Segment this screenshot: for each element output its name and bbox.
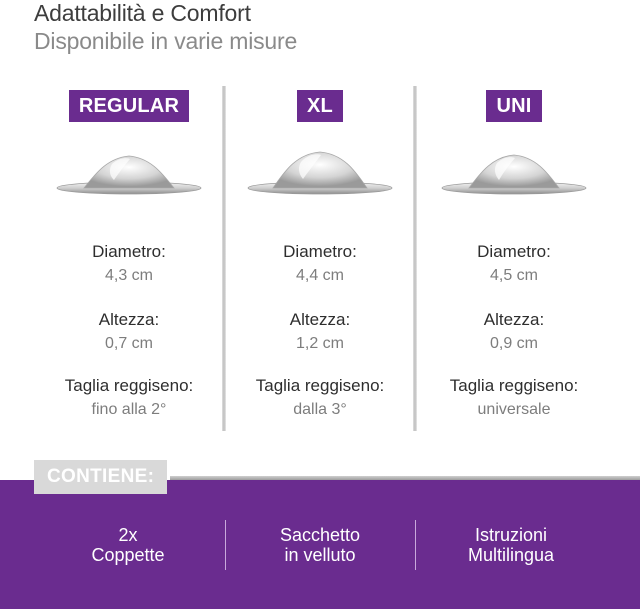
size-badge: UNI — [486, 90, 541, 122]
diameter-value: 4,5 cm — [489, 267, 538, 284]
page-title: Adattabilità e Comfort — [34, 0, 251, 26]
contents-item-line2: Coppette — [91, 545, 165, 565]
contents-item-line1: Sacchetto — [279, 525, 361, 545]
bra-size-label: Taglia reggiseno: — [64, 376, 194, 395]
height-value: 1,2 cm — [295, 335, 344, 352]
diameter-value: 4,4 cm — [295, 267, 344, 284]
size-column-xl — [220, 86, 420, 431]
nipple-shield-image — [54, 148, 204, 198]
contents-item-line1: Istruzioni — [474, 525, 548, 545]
diameter-label: Diametro: — [283, 242, 357, 261]
contents-item-pouch — [220, 525, 420, 565]
contents-label: CONTIENE: — [34, 460, 167, 494]
height-value: 0,9 cm — [489, 335, 538, 352]
contents-item-cups — [28, 525, 228, 565]
height-spec — [220, 309, 420, 355]
height-value: 0,7 cm — [104, 335, 153, 352]
height-label: Altezza: — [98, 310, 160, 329]
bra-size-spec — [414, 375, 614, 421]
diameter-spec — [220, 241, 420, 287]
height-label: Altezza: — [483, 310, 545, 329]
contents-item-line1: 2x — [118, 525, 138, 545]
nipple-shield-image — [439, 148, 589, 198]
bra-size-spec — [220, 375, 420, 421]
contents-item-line2: Multilingua — [467, 545, 555, 565]
diameter-value: 4,3 cm — [104, 267, 153, 284]
height-spec — [414, 309, 614, 355]
nipple-shield-image — [245, 148, 395, 198]
diameter-spec — [29, 241, 229, 287]
page-subtitle: Disponibile in varie misure — [34, 28, 298, 54]
size-column-uni — [414, 86, 614, 431]
diameter-spec — [414, 241, 614, 287]
diameter-label: Diametro: — [477, 242, 551, 261]
bra-size-spec — [29, 375, 229, 421]
height-label: Altezza: — [289, 310, 351, 329]
bra-size-value: universale — [477, 401, 551, 418]
size-columns — [0, 86, 640, 431]
contents-item-line2: in velluto — [284, 545, 356, 565]
bra-size-label: Taglia reggiseno: — [449, 376, 579, 395]
bra-size-value: fino alla 2° — [91, 401, 167, 418]
size-badge: REGULAR — [69, 90, 189, 122]
size-badge: XL — [297, 90, 343, 122]
size-column-regular — [29, 86, 229, 431]
bra-size-label: Taglia reggiseno: — [255, 376, 385, 395]
bra-size-value: dalla 3° — [293, 401, 347, 418]
header — [34, 0, 297, 56]
contents-item-instructions — [411, 525, 611, 565]
height-spec — [29, 309, 229, 355]
diameter-label: Diametro: — [92, 242, 166, 261]
contents-divider-line — [170, 476, 640, 480]
